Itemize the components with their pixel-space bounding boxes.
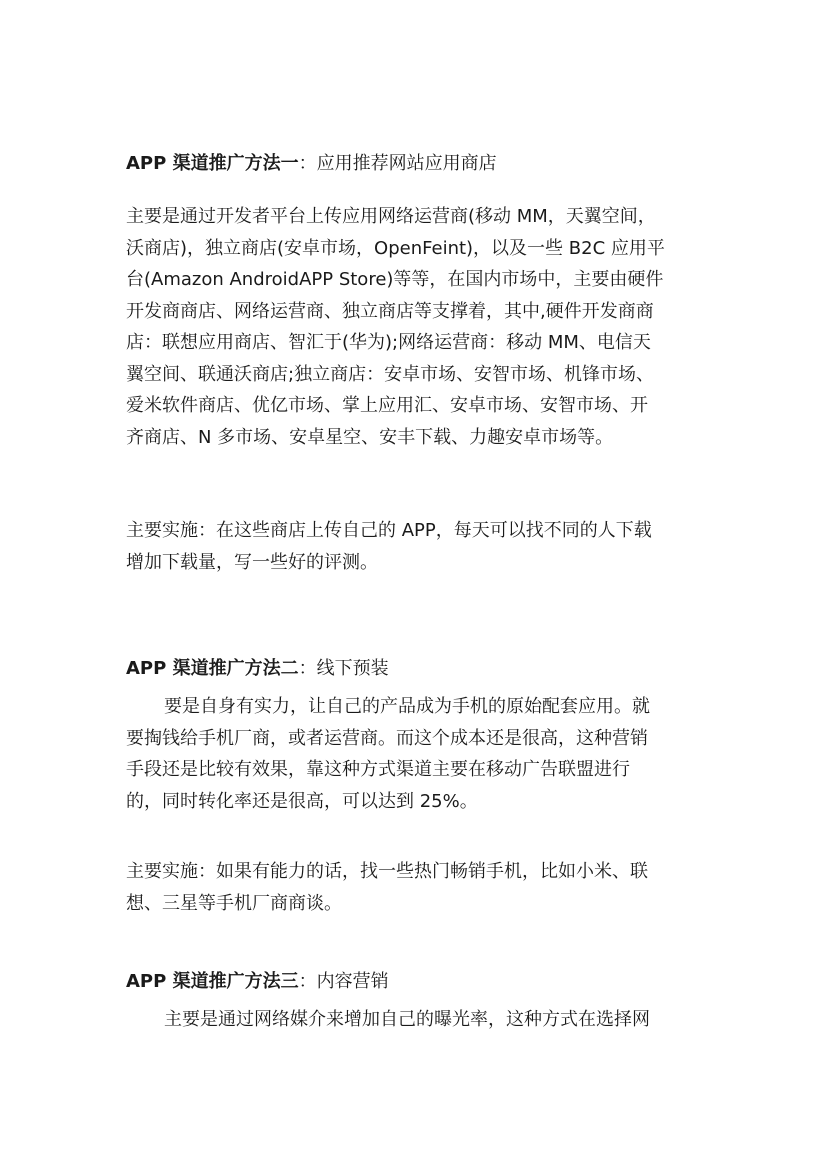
section-1-body-line: 开发商商店、网络运营商、独立商店等支撑着，其中,硬件开发商商 bbox=[126, 300, 654, 322]
section-2-body-line: 要是自身有实力，让自己的产品成为手机的原始配套应用。就 bbox=[164, 696, 650, 717]
section-1-body bbox=[126, 201, 698, 453]
section-1-heading-rest: ：应用推荐网站应用商店 bbox=[298, 153, 497, 174]
section-3-heading bbox=[126, 970, 389, 994]
section-3-body-line: 主要是通过网络媒介来增加自己的曝光率，这种方式在选择网 bbox=[164, 1009, 650, 1030]
section-2-impl-line: 主要实施：如果有能力的话，找一些热门畅销手机，比如小米、联 bbox=[126, 861, 648, 882]
section-1-impl-line: 增加下载量，写一些好的评测。 bbox=[126, 551, 378, 573]
section-1-body-line: 台(Amazon AndroidAPP Store)等等，在国内市场中，主要由硬件 bbox=[126, 269, 664, 290]
section-2-body-line: 手段还是比较有效果，靠这种方式渠道主要在移动广告联盟进行 bbox=[126, 759, 630, 780]
section-3-body bbox=[126, 1004, 698, 1036]
section-2-body-line: 的，同时转化率还是很高，可以达到 25%。 bbox=[126, 790, 478, 812]
section-1-body-line: 沃商店)，独立商店(安卓市场，OpenFeint)，以及一些 B2C 应用平 bbox=[126, 237, 665, 259]
section-3-heading-rest: ：内容营销 bbox=[298, 971, 389, 992]
section-1-implementation bbox=[126, 515, 698, 578]
section-2-body-line: 要掏钱给手机厂商，或者运营商。而这个成本还是很高，这种营销 bbox=[126, 727, 648, 749]
section-1-body-line: 主要是通过开发者平台上传应用网络运营商(移动 MM，天翼空间， bbox=[126, 206, 656, 227]
section-1-body-line: 店：联想应用商店、智汇于(华为);网络运营商：移动 MM、电信天 bbox=[126, 332, 651, 353]
section-1-heading bbox=[126, 152, 497, 176]
section-1-body-line: 齐商店、N 多市场、安卓星空、安丰下载、力趣安卓市场等。 bbox=[126, 426, 614, 448]
section-2-body bbox=[126, 691, 698, 817]
section-2-impl-line: 想、三星等手机厂商商谈。 bbox=[126, 892, 342, 914]
section-1-body-line: 爱米软件商店、优亿市场、掌上应用汇、安卓市场、安智市场、开 bbox=[126, 395, 648, 416]
section-3-heading-bold: APP 渠道推广方法三 bbox=[126, 971, 299, 992]
section-1-heading-bold: APP 渠道推广方法一 bbox=[126, 153, 299, 174]
section-2-heading-bold: APP 渠道推广方法二 bbox=[126, 658, 299, 679]
section-2-heading bbox=[126, 657, 389, 681]
section-1-body-line: 翼空间、联通沃商店;独立商店：安卓市场、安智市场、机锋市场、 bbox=[126, 363, 655, 385]
section-2-implementation bbox=[126, 856, 698, 919]
section-1-impl-line: 主要实施：在这些商店上传自己的 APP，每天可以找不同的人下载 bbox=[126, 520, 652, 541]
section-2-heading-rest: ：线下预装 bbox=[298, 658, 389, 679]
